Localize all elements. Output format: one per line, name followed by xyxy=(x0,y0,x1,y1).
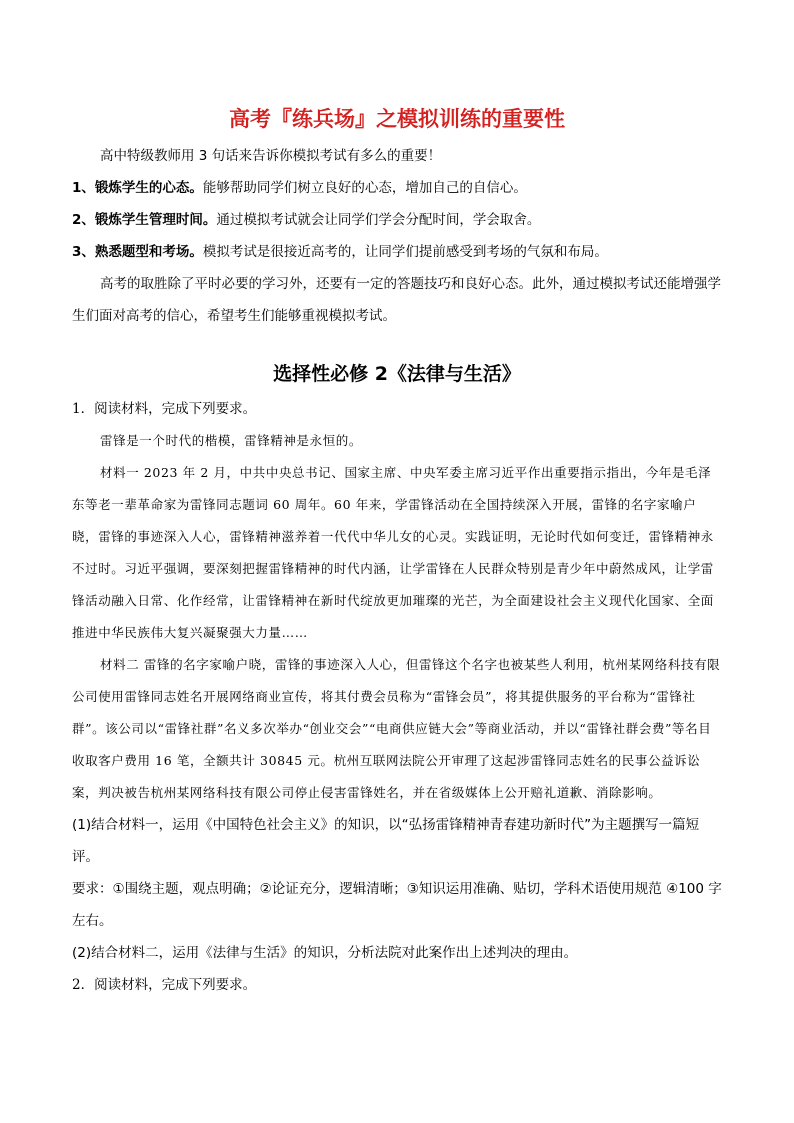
intro-point-text: 模拟考试是很接近高考的，让同学们提前感受到考场的气氛和布局。 xyxy=(202,244,608,260)
requirement: 要求：①围绕主题，观点明确；②论证充分，逻辑清晰；③知识运用准确、贴切，学科术语使用规范 ④100 字左右。 xyxy=(72,881,722,929)
intro-point-label: 2、锻炼学生管理时间。 xyxy=(72,212,217,228)
page-title: 高考『练兵场』之模拟训练的重要性 xyxy=(229,107,565,131)
question-2-stem: 2．阅读材料，完成下列要求。 xyxy=(72,977,257,993)
intro-point-3 xyxy=(72,236,722,268)
question-1-stem: 1．阅读材料，完成下列要求。 xyxy=(72,401,257,417)
sub-question-2: (2)结合材料二，运用《法律与生活》的知识，分析法院对此案作出上述判决的理由。 xyxy=(72,945,578,961)
intro-point-text: 能够帮助同学们树立良好的心态，增加自己的自信心。 xyxy=(202,180,527,196)
material-1: 材料一 2023 年 2 月，中共中央总书记、国家主席、中央军委主席习近平作出重要指示指出，今年是毛泽东等老一辈革命家为雷锋同志题词 60 周年。60 年来，学雷锋活动在全国持续深入开展，雷锋的名字家喻户晓，雷锋的事迹深入人心，雷锋精神滋养着一代代中华儿女的心灵。实践证明，无论时代如何变迁，雷锋精神永不过时。习近平强调，要深刻把握雷锋精神的时代内涵，让学雷锋在人民群众特别是青少年中蔚然成风，让学雷锋活动融入日常、化作经常，让雷锋精神在新时代绽放更加璀璨的光芒，为全面建设社会主义现代化国家、全面推进中华民族伟大复兴凝聚强大力量…… xyxy=(72,465,714,640)
section-title: 选择性必修 2《法律与生活》 xyxy=(273,363,521,385)
page-content xyxy=(72,104,722,1001)
intro-point-text: 通过模拟考试就会让同学们学会分配时间，学会取舍。 xyxy=(216,212,541,228)
material-2: 材料二 雷锋的名字家喻户晓，雷锋的事迹深入人心，但雷锋这个名字也被某些人利用，杭州某网络科技有限公司使用雷锋同志姓名开展网络商业宣传，将其付费会员称为“雷锋会员”，将其提供服务的平台称为“雷锋社群”。该公司以“雷锋社群”名义多次举办“创业交会”“电商供应链大会”等商业活动，并以“雷锋社群会费”等名目收取客户费用 16 笔，全额共计 30845 元。杭州互联网法院公开审理了这起涉雷锋同志姓名的民事公益诉讼案，判决被告杭州某网络科技有限公司停止侵害雷锋姓名，并在省级媒体上公开赔礼道歉、消除影响。 xyxy=(72,657,721,800)
question-1-lead: 雷锋是一个时代的楷模，雷锋精神是永恒的。 xyxy=(100,433,363,448)
intro-lead: 高中特级教师用 3 句话来告诉你模拟考试有多么的重要！ xyxy=(100,148,442,164)
intro-closing: 高考的取胜除了平时必要的学习外，还要有一定的答题技巧和良好心态。此外，通过模拟考试还能增强学生们面对高考的信心，希望考生们能够重视模拟考试。 xyxy=(72,276,721,324)
intro-point-2 xyxy=(72,204,722,236)
intro-point-label: 3、熟悉题型和考场。 xyxy=(72,244,203,260)
intro-point-1 xyxy=(72,172,722,204)
intro-point-label: 1、锻炼学生的心态。 xyxy=(72,180,203,196)
sub-question-1: (1)结合材料一，运用《中国特色社会主义》的知识，以“弘扬雷锋精神青春建功新时代”为主题撰写一篇短评。 xyxy=(72,817,700,865)
